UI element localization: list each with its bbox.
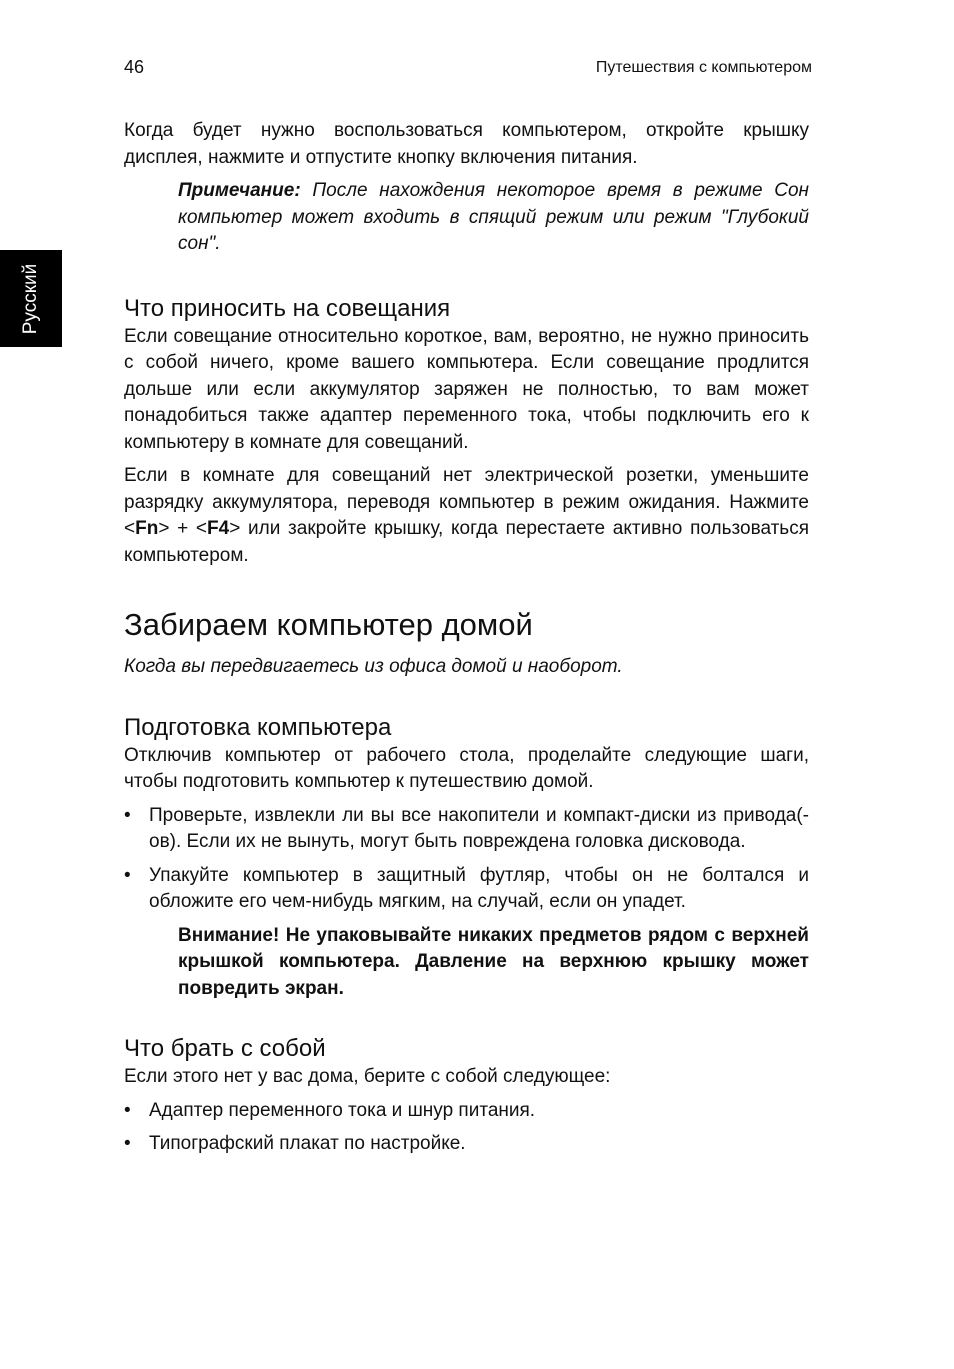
section-heading-bring: Что брать с собой <box>124 1035 326 1062</box>
language-tab-label: Русский <box>20 263 41 334</box>
chapter-heading-home: Забираем компьютер домой <box>124 607 533 642</box>
meetings-text-c: > или закройте крышку, когда перестаете активно пользоваться компьютером. <box>124 518 809 566</box>
note-label: Примечание: <box>178 180 301 201</box>
prep-paragraph: Отключив компьютер от рабочего стола, проделайте следующие шаги, чтобы подготовить компьютер к путешествию домой. <box>124 744 809 792</box>
page-content <box>124 118 809 1158</box>
meetings-text-b: > + < <box>158 518 208 539</box>
page-number: 46 <box>124 57 145 77</box>
meetings-paragraph-2 <box>124 463 809 569</box>
warning: Внимание! Не упаковывайте никаких предметов рядом с верхней крышкой компьютера. Давление на верхнюю крышку может повредить экран. <box>178 924 809 999</box>
section-heading-meetings: Что приносить на совещания <box>124 294 451 322</box>
list-item: • Упакуйте компьютер в защитный футляр, чтобы он не болтался и обложите его чем-нибудь мягким, на случай, если он упадет. <box>124 863 809 916</box>
key-f4: F4 <box>207 518 230 539</box>
section-heading-prep: Подготовка компьютера <box>124 713 392 741</box>
list-item: • Типографский плакат по настройке. <box>124 1131 809 1158</box>
note-text: После нахождения некоторое время в режиме Сон компьютер может входить в спящий режим или режим "Глубокий сон". <box>178 180 809 254</box>
bring-paragraph: Если этого нет у вас дома, берите с собой следующее: <box>124 1066 611 1087</box>
body-paragraph: Когда будет нужно воспользоваться компьютером, откройте крышку дисплея, нажмите и отпустите кнопку включения питания. <box>124 120 809 168</box>
meetings-paragraph-1: Если совещание относительно короткое, вам, вероятно, не нужно приносить с собой ничего, кроме вашего компьютера. Если совещание продлится дольше или если аккумулятор заряжен не полностью, то вам может понадобиться также адаптер переменного тока, чтобы подключить его к компьютеру в комнате для совещаний. <box>124 325 809 453</box>
bring-list <box>124 1098 809 1158</box>
prep-list <box>124 803 809 916</box>
list-item: • Адаптер переменного тока и шнур питания. <box>124 1098 809 1125</box>
key-fn: Fn <box>135 518 159 539</box>
meetings-text-a: Если в комнате для совещаний нет электрической розетки, уменьшите разрядку аккумулятора, переводя компьютер в режим ожидания. Нажмите < <box>124 465 809 539</box>
language-tab <box>0 250 62 347</box>
home-intro: Когда вы передвигаетесь из офиса домой и наоборот. <box>124 656 623 677</box>
running-header: Путешествия с компьютером <box>595 59 812 76</box>
note <box>178 178 809 258</box>
list-item: • Проверьте, извлекли ли вы все накопители и компакт-диски из привода(-ов). Если их не вынуть, могут быть повреждена головка дисковода. <box>124 803 809 856</box>
